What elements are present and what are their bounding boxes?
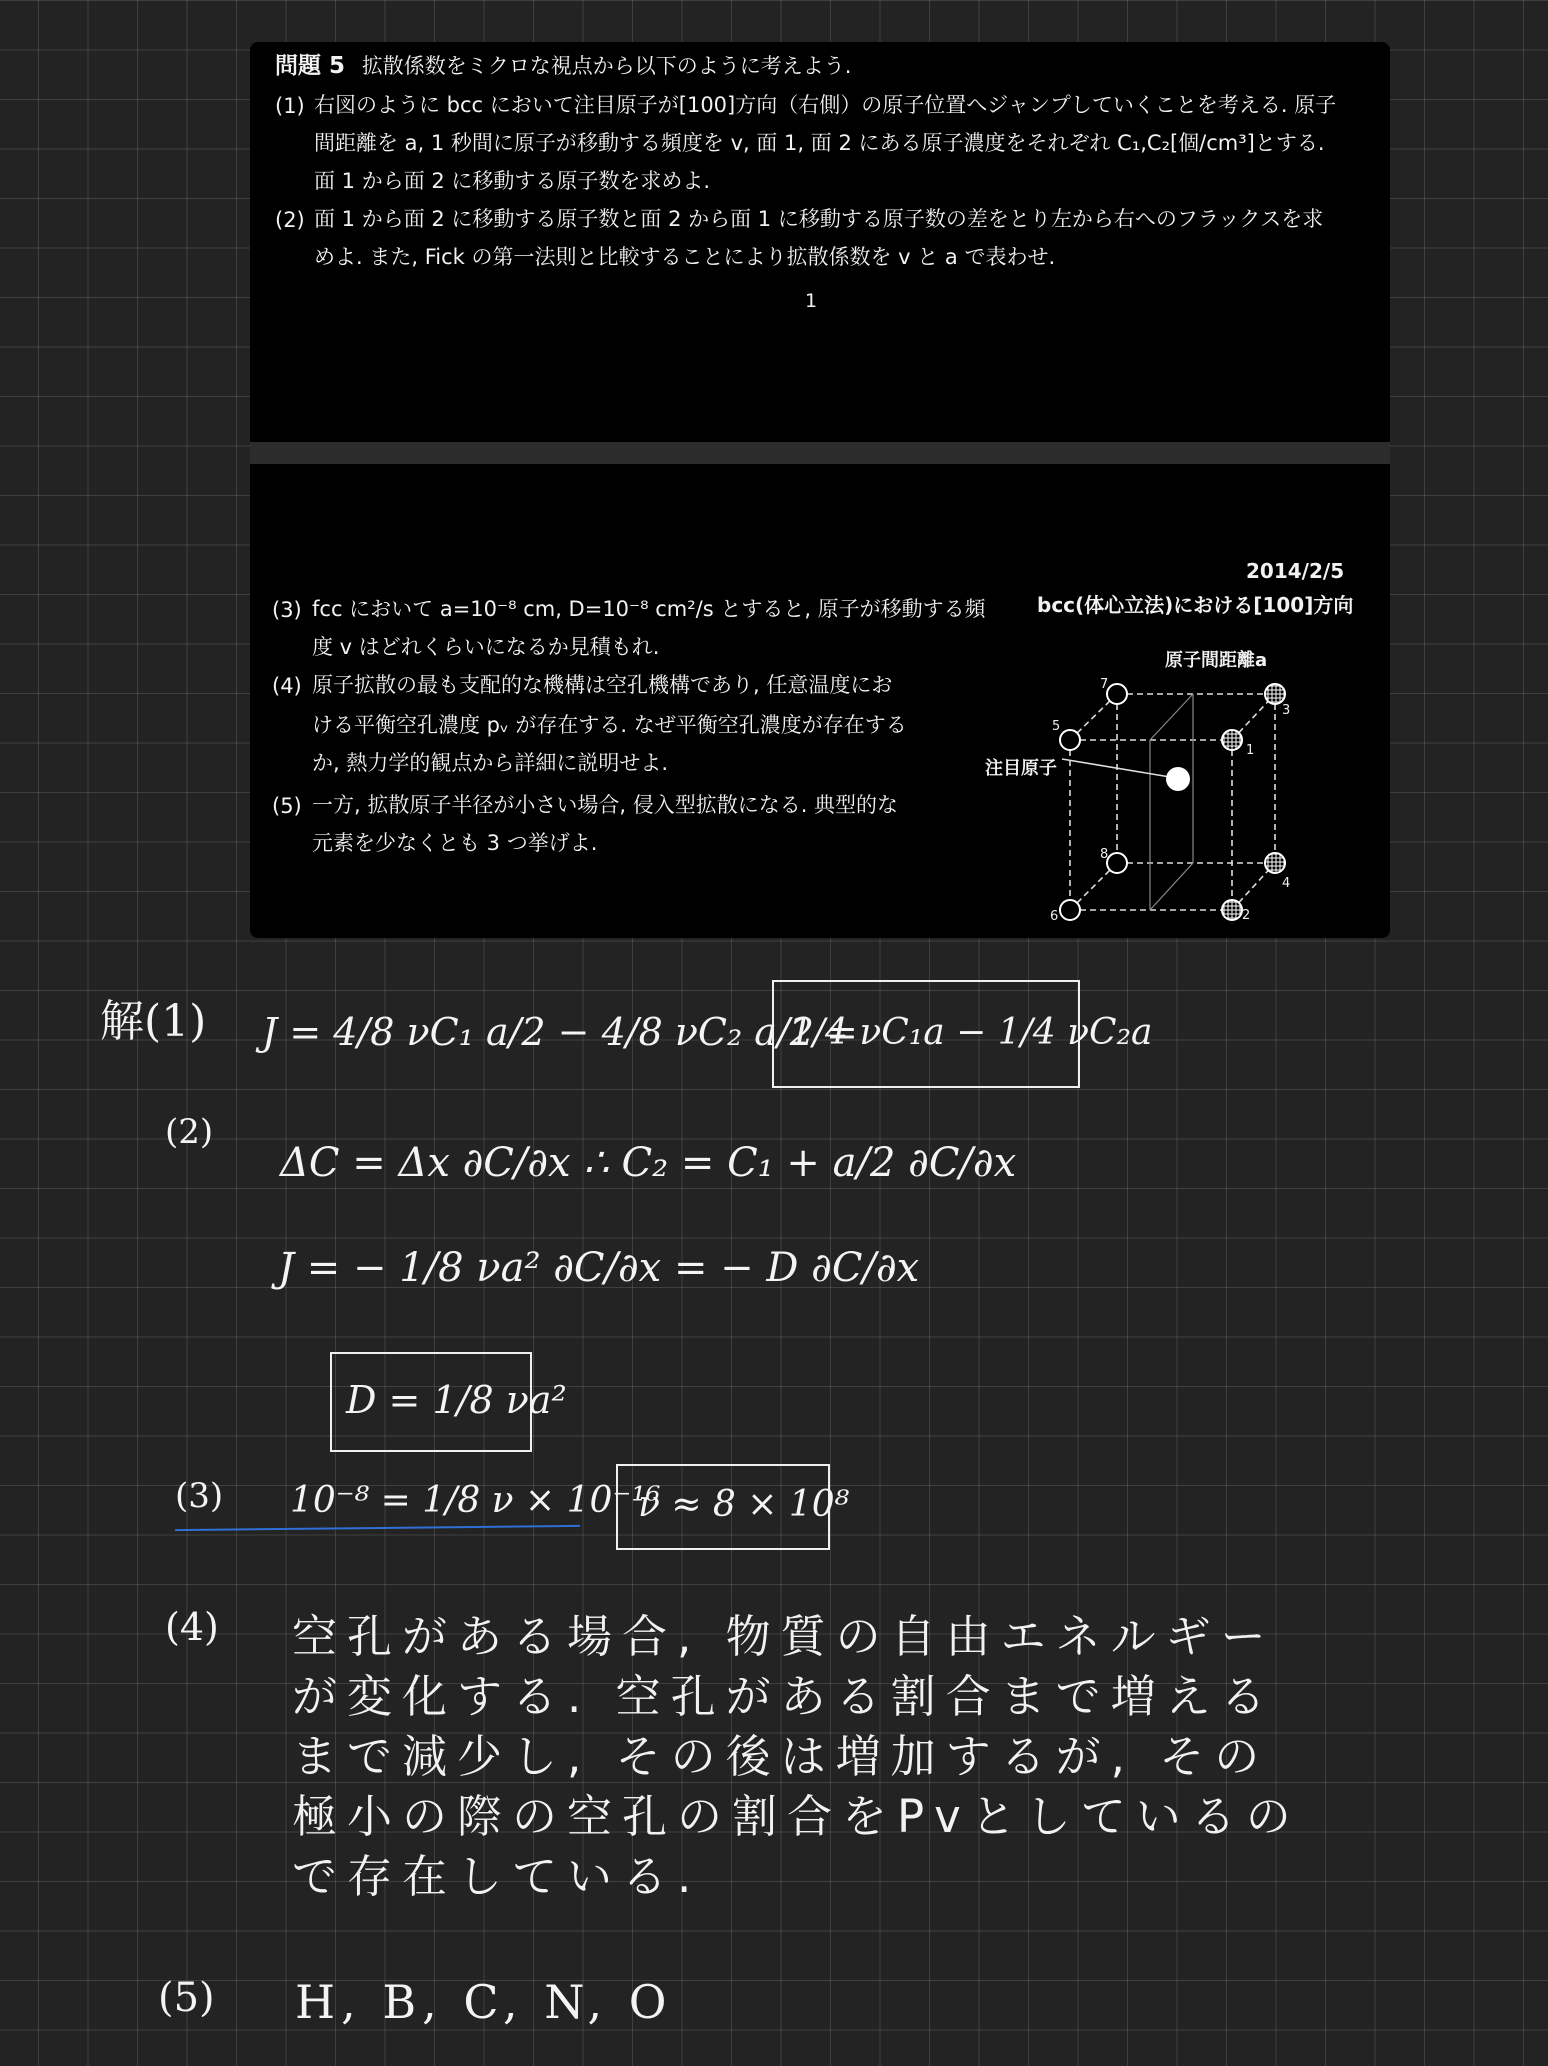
q3-line1: fcc において a=10⁻⁸ cm, D=10⁻⁸ cm²/s とすると, 原子が移動する頻	[312, 597, 986, 621]
q1-line3: 面 1 から面 2 に移動する原子数を求めよ.	[314, 169, 711, 193]
atom-label-2: 2	[1242, 908, 1251, 923]
problem-panel-top	[250, 42, 1390, 442]
q1-number: (1)	[275, 94, 305, 118]
answer-2-result: D = 1/8 νa²	[346, 1378, 567, 1422]
q4-line2: ける平衡空孔濃度 pᵥ が存在する. なぜ平衡空孔濃度が存在する	[312, 713, 907, 737]
answer-3-underline	[175, 1525, 580, 1531]
atom-5	[1060, 730, 1080, 750]
answer-label-5: (5)	[158, 1975, 215, 2021]
focus-atom-label: 注目原子	[985, 758, 1057, 779]
q2-line1: 面 1 から面 2 に移動する原子数と面 2 から面 1 に移動する原子数の差をとり左から右へのフラックスを求	[314, 207, 1324, 231]
atom-label-6: 6	[1050, 909, 1059, 924]
q2-line2: めよ. また, Fick の第一法則と比較することにより拡散係数を v と a で表わせ.	[314, 245, 1056, 269]
atom-label-7: 7	[1100, 677, 1109, 692]
problem-header	[275, 47, 851, 85]
problem-intro: 拡散係数をミクロな視点から以下のように考えよう.	[361, 54, 852, 78]
q5-line2: 元素を少なくとも 3 つ挙げよ.	[312, 831, 598, 855]
answer-4-line-2: が変化する. 空孔がある割合まで増える	[292, 1670, 1276, 1723]
atom-7	[1107, 684, 1127, 704]
answer-3-equation: 10⁻⁸ = 1/8 ν × 10⁻¹⁶	[290, 1480, 661, 1521]
atom-label-3: 3	[1282, 703, 1291, 718]
answer-1-result: 1/4 νC₁a − 1/4 νC₂a	[790, 1012, 1153, 1053]
answer-label-1: 解(1)	[100, 996, 207, 1047]
atom-4	[1265, 853, 1285, 873]
q2-number: (2)	[275, 208, 305, 232]
atom-8	[1107, 853, 1127, 873]
atom-label-8: 8	[1100, 847, 1109, 862]
page-separator	[250, 442, 1390, 464]
spacing-label: 原子間距離a	[1165, 650, 1268, 671]
q1-line1: 右図のように bcc において注目原子が[100]方向（右側）の原子位置へジャンプしていくことを考える. 原子	[314, 93, 1337, 117]
atom-label-5: 5	[1052, 719, 1061, 734]
q3-number: (3)	[272, 598, 302, 622]
problem-panel-bottom	[250, 464, 1390, 938]
answer-3-box	[616, 1464, 850, 1550]
bcc-cube-diagram	[1010, 664, 1390, 934]
answer-1-equation: J = 4/8 νC₁ a/2 − 4/8 νC₂ a/2 =	[262, 1010, 858, 1054]
focus-atom	[1166, 767, 1190, 791]
answer-label-3: (3)	[175, 1476, 224, 1516]
answer-4-line-3: まで減少し, その後は増加するが, その	[292, 1730, 1270, 1783]
page-number: 1	[805, 290, 818, 312]
answer-2-equation-2: J = − 1/8 νa² ∂C/∂x = − D ∂C/∂x	[278, 1245, 920, 1291]
figure-title: bcc(体心立法)における[100]方向	[1037, 593, 1354, 617]
atom-label-4: 4	[1282, 876, 1291, 891]
answer-2-box	[330, 1352, 567, 1452]
answer-4-line-1: 空孔がある場合, 物質の自由エネルギー	[292, 1610, 1276, 1663]
atom-2	[1222, 900, 1242, 920]
answer-2-equation-1: ΔC = Δx ∂C/∂x ∴ C₂ = C₁ + a/2 ∂C/∂x	[280, 1140, 1017, 1186]
atom-3	[1265, 684, 1285, 704]
answer-1-box	[772, 980, 1153, 1088]
q3-line2: 度 v はどれくらいになるか見積もれ.	[312, 635, 660, 659]
answer-label-2: (2)	[165, 1112, 214, 1152]
answer-label-4: (4)	[165, 1605, 219, 1649]
answer-4-line-5: で存在している.	[292, 1850, 702, 1903]
q4-line1: 原子拡散の最も支配的な機構は空孔機構であり, 任意温度にお	[312, 673, 893, 697]
answer-3-result: ν ≈ 8 × 10⁸	[638, 1484, 850, 1525]
atom-label-1: 1	[1246, 743, 1255, 758]
q5-number: (5)	[272, 794, 302, 818]
problem-number: 問題 5	[275, 53, 346, 79]
answer-4-line-4: 極小の際の空孔の割合をPvとしているの	[292, 1790, 1301, 1843]
q4-number: (4)	[272, 674, 302, 698]
date-label: 2014/2/5	[1246, 559, 1345, 583]
atom-1	[1222, 730, 1242, 750]
q5-line1: 一方, 拡散原子半径が小さい場合, 侵入型拡散になる. 典型的な	[312, 793, 899, 817]
answer-5-elements: H, B, C, N, O	[295, 1975, 673, 2029]
atom-6	[1060, 900, 1080, 920]
q1-line2: 間距離を a, 1 秒間に原子が移動する頻度を v, 面 1, 面 2 にある原子濃度をそれぞれ C₁,C₂[個/cm³]とする.	[314, 131, 1325, 155]
q4-line3: か, 熱力学的観点から詳細に説明せよ.	[312, 751, 669, 775]
